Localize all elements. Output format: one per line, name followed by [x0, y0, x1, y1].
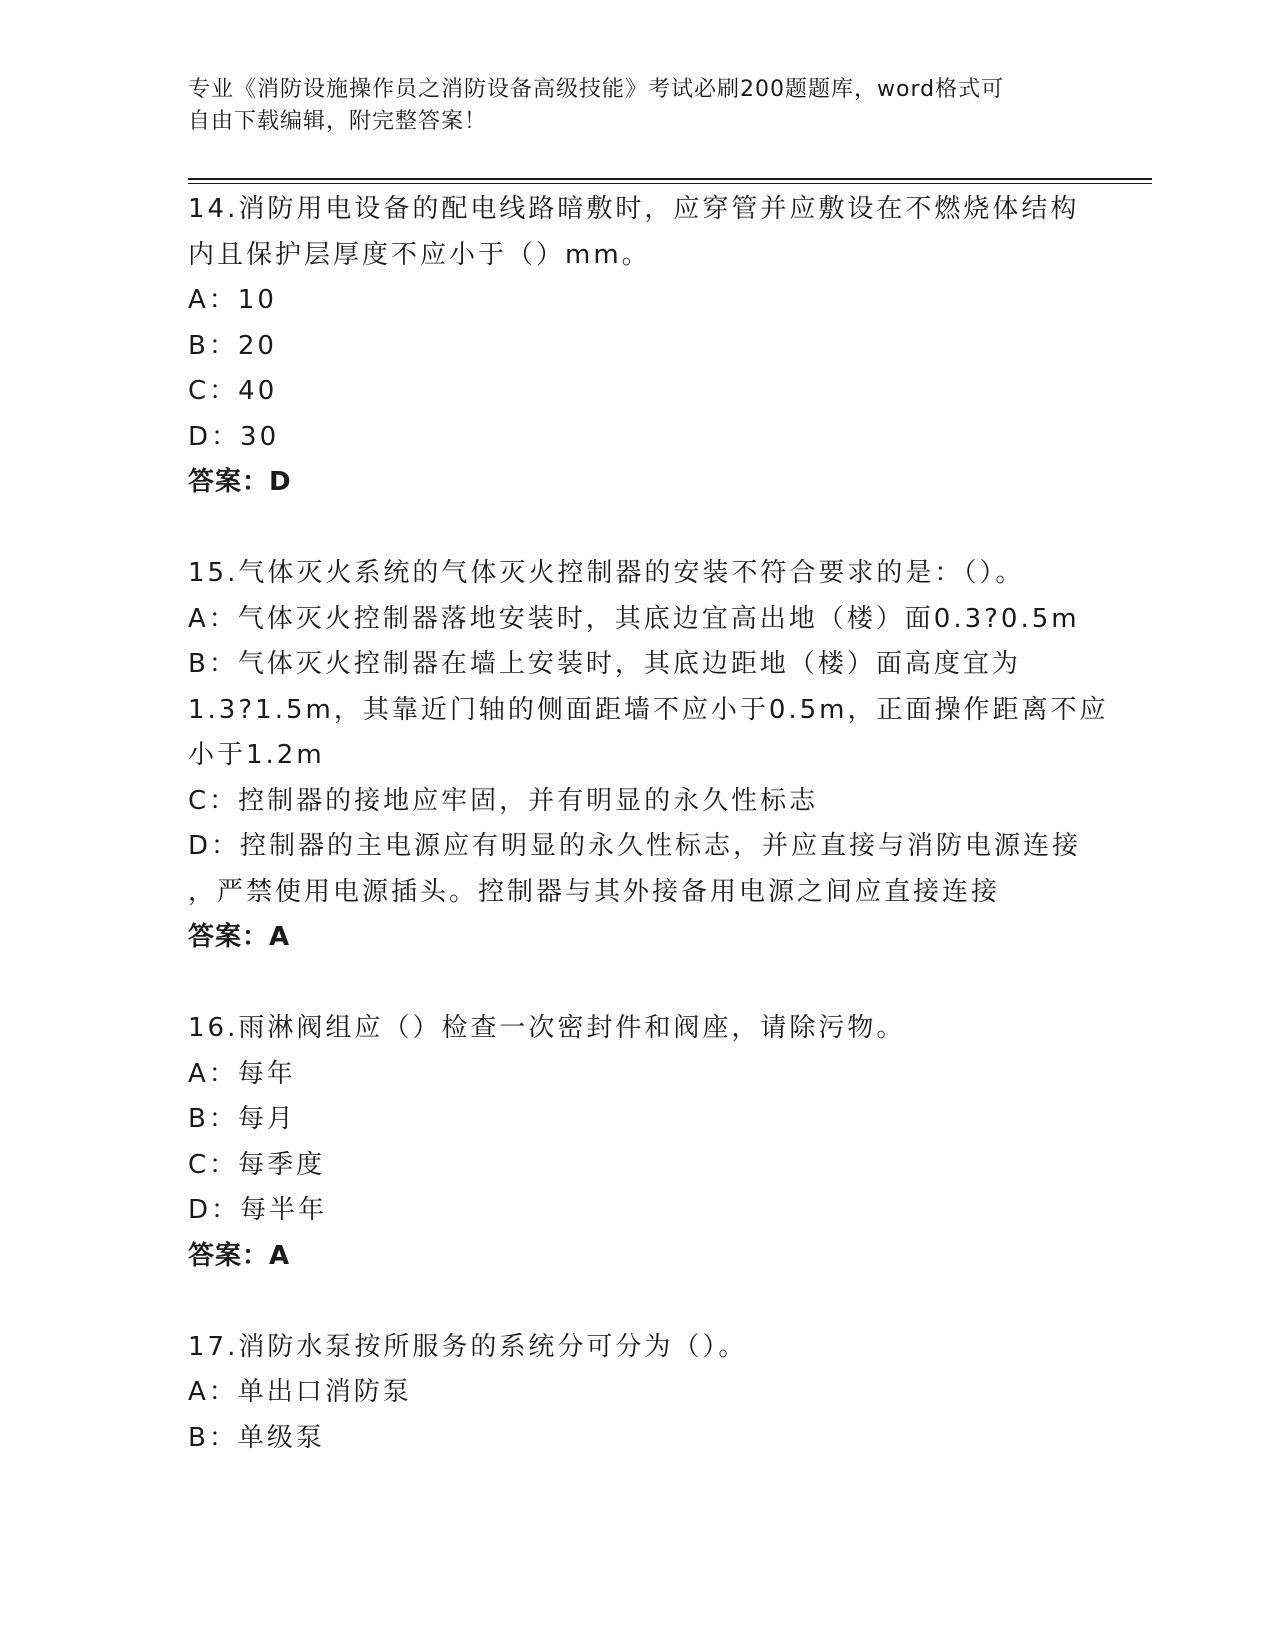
answer: 答案：D: [188, 467, 292, 497]
question-stem: 14.消防用电设备的配电线路暗敷时，应穿管并应敷设在不燃烧体结构: [188, 194, 1080, 224]
option-c: C：每季度: [188, 1149, 326, 1180]
option-b: B：气体灭火控制器在墙上安装时，其底边距地（楼）面高度宜为: [188, 649, 1021, 679]
option-a: A：10: [188, 285, 277, 315]
option-d: D：控制器的主电源应有明显的永久性标志，并应直接与消防电源连接: [188, 831, 1082, 861]
question-list: [188, 187, 1108, 1461]
option-a: A：单出口消防泵: [188, 1377, 412, 1407]
question-16: [188, 1006, 1108, 1279]
option-a: A：每年: [188, 1058, 296, 1089]
question-stem: 17.消防水泵按所服务的系统分可分为（）。: [188, 1331, 748, 1362]
option-b: B：单级泵: [188, 1422, 325, 1453]
option-d: D：30: [188, 421, 280, 452]
question-15: [188, 551, 1108, 961]
option-c: C：40: [188, 376, 278, 406]
spacer: [188, 1279, 1108, 1325]
option-b: B：20: [188, 330, 277, 361]
question-14: [188, 187, 1108, 506]
question-stem: 16.雨淋阀组应（）检查一次密封件和阀座，请除污物。: [188, 1013, 906, 1043]
document-header: [188, 74, 1088, 138]
option-b-continued: 小于1.2m: [188, 740, 325, 770]
option-d-continued: ，严禁使用电源插头。控制器与其外接备用电源之间应直接连接: [188, 876, 1001, 907]
option-b-continued: 1.3?1.5m，其靠近门轴的侧面距墙不应小于0.5m，正面操作距离不应: [188, 694, 1109, 725]
answer: 答案：A: [188, 922, 291, 952]
option-d: D：每半年: [188, 1195, 328, 1225]
header-divider-thick: [188, 178, 1152, 180]
option-c: C：控制器的接地应牢固，并有明显的永久性标志: [188, 785, 819, 816]
header-divider-thin: [188, 183, 1152, 184]
answer: 答案：A: [188, 1240, 291, 1271]
header-line-2: 自由下载编辑，附完整答案！: [188, 109, 488, 134]
spacer: [188, 506, 1108, 552]
question-stem: 内且保护层厚度不应小于（）mm。: [188, 239, 651, 270]
option-b: B：每月: [188, 1104, 296, 1134]
option-a: A：气体灭火控制器落地安装时，其底边宜高出地（楼）面0.3?0.5m: [188, 603, 1080, 634]
question-17: [188, 1325, 1108, 1462]
header-line-1: 专业《消防设施操作员之消防设备高级技能》考试必刷200题题库，word格式可: [188, 77, 1005, 102]
spacer: [188, 961, 1108, 1007]
question-stem: 15.气体灭火系统的气体灭火控制器的安装不符合要求的是：（）。: [188, 558, 1025, 588]
